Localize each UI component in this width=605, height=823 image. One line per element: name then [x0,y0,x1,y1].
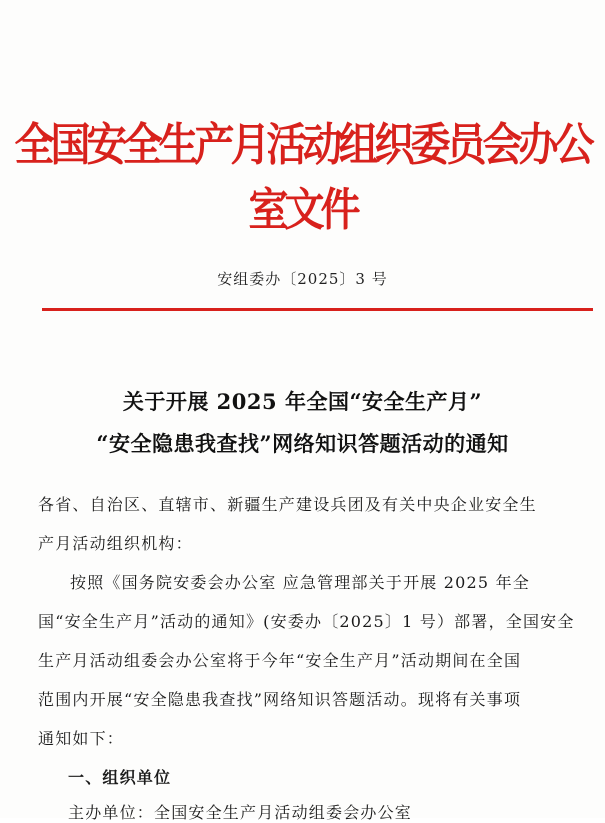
issuer-title: 全国安全生产月活动组织委员会办公室文件 [14,118,591,237]
section-1-heading: 一、组织单位 [68,768,172,787]
recipients-line-1: 各省、自治区、直辖市、新疆生产建设兵团及有关中央企业安全生 [38,495,537,514]
paragraph-1-line-4: 范围内开展“安全隐患我查找”网络知识答题活动。现将有关事项 [38,690,522,709]
paragraph-1-line-3: 生产月活动组委会办公室将于今年“安全生产月”活动期间在全国 [38,651,522,670]
paragraph-1-line-1: 按照《国务院安委会办公室 应急管理部关于开展 2025 年全 [70,573,530,592]
notice-title-line-1: 关于开展 2025 年全国“安全生产月” [122,389,483,414]
paragraph-1-line-2: 国“安全生产月”活动的通知》(安委办〔2025〕1 号）部署，全国安全 [38,612,575,631]
paragraph-1-line-5: 通知如下： [38,729,125,748]
red-divider-line [42,308,593,311]
document-number: 安组委办〔2025〕3 号 [217,270,388,288]
notice-title-line-2: “安全隐患我查找”网络知识答题活动的通知 [96,431,509,456]
section-1-line-1: 主办单位：全国安全生产月活动组委会办公室 [68,803,413,822]
recipients-line-2: 产月活动组织机构： [38,534,193,553]
